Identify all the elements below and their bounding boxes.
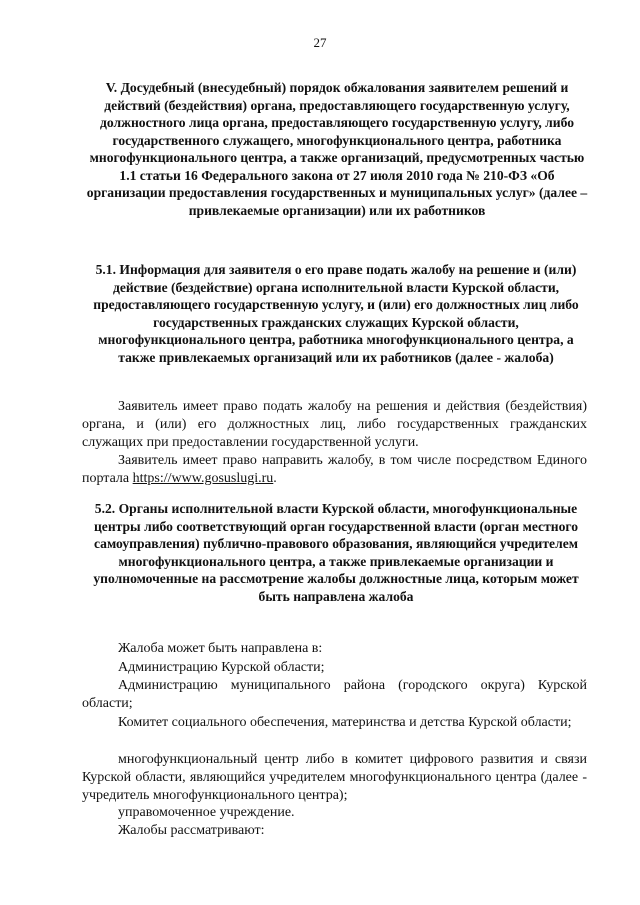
section-v-heading: V. Досудебный (внесудебный) порядок обжалования заявителем решений и действий (бездействия) органа, предоставляющего государственную услугу, должностного лица органа, предоставляющего государственную услугу, либо государственного служащего, многофункционального центра, работника многофункционального центра, а также организаций, предусмотренных частью 1.1 статьи 16 Федерального закона от 27 июля 2010 года № 210-ФЗ «Об организации предоставления государственных и муниципальных услуг» (далее – привлекаемые организации) или их работников (86, 80, 588, 218)
complaint-recipients-intro: Жалоба может быть направлена в: (118, 641, 323, 656)
recipient-list-item: управомоченное учреждение. (118, 805, 295, 820)
recipient-list-item: Администрацию Курской области; (118, 660, 325, 675)
portal-paragraph (82, 452, 587, 488)
complaints-reviewed-by: Жалобы рассматривают: (118, 823, 265, 838)
section-5-2-heading: 5.2. Органы исполнительной власти Курской области, многофункциональные центры либо соответствующий орган государственной власти (орган местного самоуправления) публично-правового образования, являющийся учредителем многофункционального центра, а также привлекаемые организации и уполномоченные на рассмотрение жалобы должностные лица, которым может быть направлена жалоба (93, 501, 579, 604)
recipient-list-item: Администрацию муниципального района (городского округа) Курской области; (82, 678, 587, 711)
section-5-1-heading: 5.1. Информация для заявителя о его праве подать жалобу на решение и (или) действие (бездействие) органа исполнительной власти Курской области, предоставляющего государственную услугу, и (или) его должностных лиц либо государственных гражданских служащих Курской области, многофункционального центра, работника многофункционального центра, а также привлекаемых организаций или их работников (далее - жалоба) (93, 262, 579, 365)
portal-paragraph-text: Заявитель имеет право направить жалобу, в том числе посредством Единого портала (82, 453, 587, 486)
gosuslugi-link[interactable]: https://www.gosuslugi.ru (132, 470, 274, 486)
applicant-right-paragraph: Заявитель имеет право подать жалобу на решения и действия (бездействия) органа, и (или) его должностных лиц, либо государственных гражданских служащих при предоставлении государственной услуги. (82, 399, 587, 450)
recipient-list-item: Комитет социального обеспечения, материнства и детства Курской области; (118, 715, 572, 730)
recipient-list-item: многофункциональный центр либо в комитет цифрового развития и связи Курской области, являющийся учредителем многофункционального центра (далее - учредитель многофункционального центра); (82, 752, 587, 803)
portal-paragraph-end: . (273, 470, 277, 486)
page-number: 27 (313, 35, 327, 50)
